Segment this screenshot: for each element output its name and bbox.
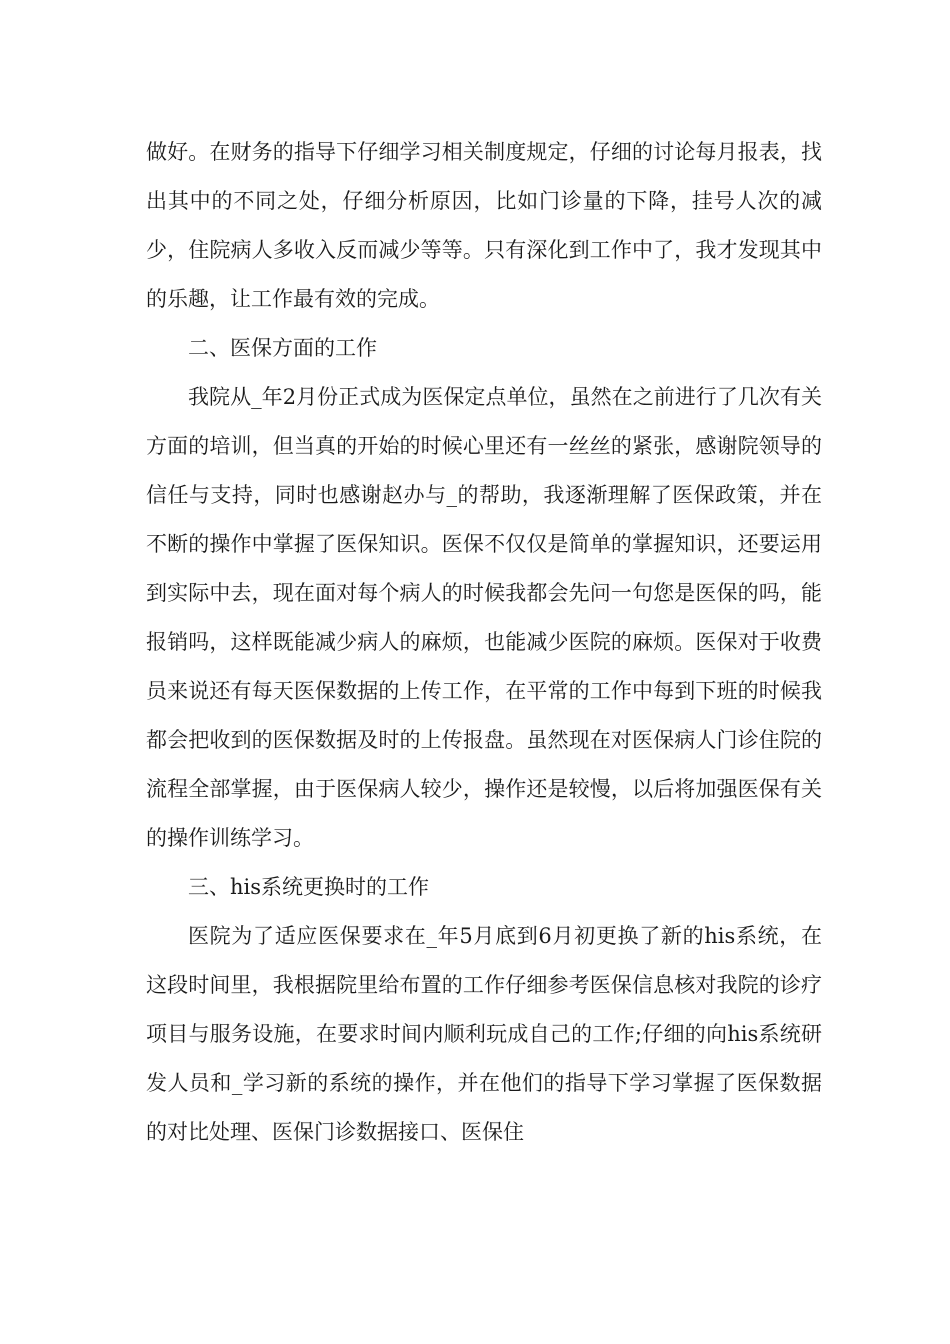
- paragraph-his-system: 医院为了适应医保要求在_年5月底到6月初更换了新的his系统，在这段时间里，我根据院里给布置的工作仔细参考医保信息核对我院的诊疗项目与服务设施，在要求时间内顺利玩成自己的工作;仔细的向his系统研发人员和_学习新的系统的操作，并在他们的指导下学习掌握了医保数据的对比处理、医保门诊数据接口、医保住: [146, 924, 822, 1144]
- document-body: [146, 128, 822, 1157]
- paragraph-medical-insurance: 我院从_年2月份正式成为医保定点单位，虽然在之前进行了几次有关方面的培训，但当真的开始的时候心里还有一丝丝的紧张，感谢院领导的信任与支持，同时也感谢赵办与_的帮助，我逐渐理解了医保政策，并在不断的操作中掌握了医保知识。医保不仅仅是简单的掌握知识，还要运用到实际中去，现在面对每个病人的时候我都会先问一句您是医保的吗，能报销吗，这样既能减少病人的麻烦，也能减少医院的麻烦。医保对于收费员来说还有每天医保数据的上传工作，在平常的工作中每到下班的时候我都会把收到的医保数据及时的上传报盘。虽然现在对医保病人门诊住院的流程全部掌握，由于医保病人较少，操作还是较慢，以后将加强医保有关的操作训练学习。: [146, 385, 822, 850]
- paragraph-continuation: 做好。在财务的指导下仔细学习相关制度规定，仔细的讨论每月报表，找出其中的不同之处，仔细分析原因，比如门诊量的下降，挂号人次的减少，住院病人多收入反而减少等等。只有深化到工作中了，我才发现其中的乐趣，让工作最有效的完成。: [146, 140, 822, 311]
- section-heading-medical-insurance: 二、医保方面的工作: [188, 336, 377, 360]
- section-heading-his-system: 三、his系统更换时的工作: [188, 875, 430, 899]
